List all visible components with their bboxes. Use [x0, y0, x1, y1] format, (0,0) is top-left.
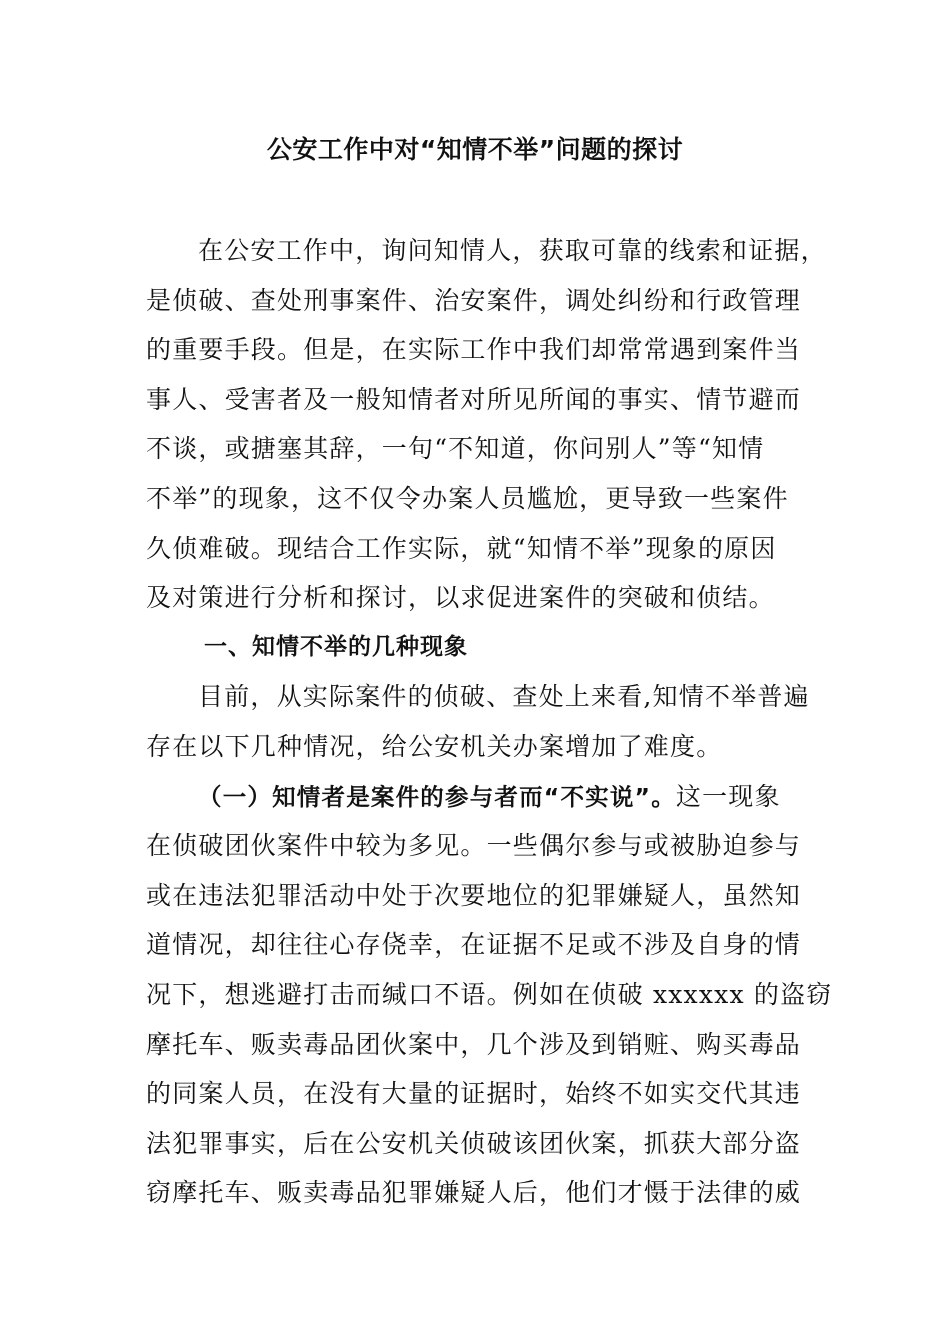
document-title: 公安工作中对“知情不举”问题的探讨 — [266, 135, 684, 164]
paragraph-line: 窃摩托车、贩卖毒品犯罪嫌疑人后，他们才慑于法律的威 — [146, 1178, 802, 1208]
subsection-text: 这一现象 — [675, 781, 781, 811]
paragraph-line: 不举”的现象，这不仅令办案人员尴尬，更导致一些案件 — [146, 483, 789, 513]
paragraph-line: 及对策进行分析和探讨，以求促进案件的突破和侦结。 — [146, 583, 775, 613]
subsection-heading: （一）知情者是案件的参与者而“不实说”。 — [198, 782, 676, 811]
paragraph-line: 不谈，或搪塞其辞，一句“不知道，你问别人”等“知情 — [146, 434, 765, 464]
document-body — [146, 226, 833, 1218]
paragraph-line: 或在违法犯罪活动中处于次要地位的犯罪嫌疑人，虽然知 — [146, 880, 802, 910]
paragraph-line: 是侦破、查处刑事案件、治安案件，调处纠纷和行政管理 — [146, 285, 802, 315]
paragraph-line: 在侦破团伙案件中较为多见。一些偶尔参与或被胁迫参与 — [146, 831, 802, 861]
paragraph-line: 况下，想逃避打击而缄口不语。例如在侦破 xxxxxx 的盗窃 — [146, 979, 833, 1009]
paragraph-line: 目前，从实际案件的侦破、查处上来看,知情不举普遍 — [198, 682, 810, 712]
paragraph-line: 事人、受害者及一般知情者对所见所闻的事实、情节避而 — [146, 384, 802, 414]
paragraph-line: 道情况，却往往心存侥幸，在证据不足或不涉及自身的情 — [146, 930, 802, 960]
paragraph-line: 摩托车、贩卖毒品团伙案中，几个涉及到销赃、购买毒品 — [146, 1029, 802, 1059]
section-heading: 一、知情不举的几种现象 — [204, 633, 468, 660]
paragraph-line: 久侦难破。现结合工作实际，就“知情不举”现象的原因 — [146, 533, 777, 563]
paragraph-line: 法犯罪事实，后在公安机关侦破该团伙案，抓获大部分盗 — [146, 1128, 802, 1158]
paragraph-line: 存在以下几种情况，给公安机关办案增加了难度。 — [146, 731, 723, 761]
paragraph-line: 在公安工作中，询问知情人，获取可靠的线索和证据， — [198, 236, 827, 265]
paragraph-line: 的重要手段。但是，在实际工作中我们却常常遇到案件当 — [146, 335, 802, 365]
subsection-line — [146, 772, 816, 822]
paragraph-line: 的同案人员，在没有大量的证据时，始终不如实交代其违 — [146, 1079, 802, 1109]
